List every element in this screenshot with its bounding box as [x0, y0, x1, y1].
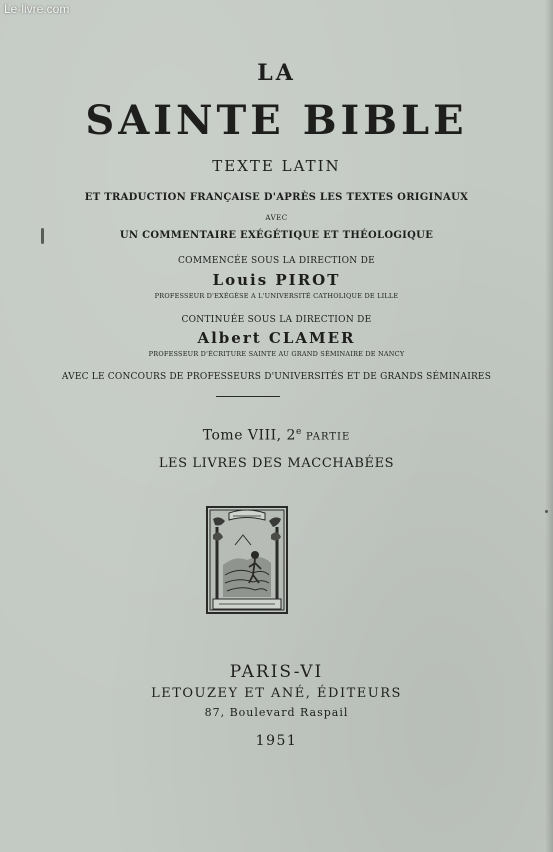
publisher-address: 87, Boulevard Raspail	[204, 706, 349, 719]
volume-sup: e	[295, 427, 302, 437]
title-article: LA	[257, 60, 296, 86]
editor-role-pirot: PROFESSEUR D'EXÉGÈSE A L'UNIVERSITÉ CATHOLIQUE DE LILLE	[154, 292, 399, 300]
ink-dot	[545, 510, 548, 513]
publisher-name: LETOUZEY ET ANÉ, ÉDITEURS	[151, 686, 402, 701]
editor-role-clamer: PROFESSEUR D'ÉCRITURE SAINTE AU GRAND SÉMINAIRE DE NANCY	[148, 350, 405, 358]
divider	[216, 396, 280, 397]
page-title: SAINTE BIBLE	[85, 97, 468, 144]
description-avec: AVEC	[265, 214, 288, 222]
publication-year: 1951	[255, 733, 298, 749]
description-line-1: ET TRADUCTION FRANÇAISE D'APRÈS LES TEXTES ORIGINAUX	[84, 192, 469, 203]
book-title: LES LIVRES DES MACCHABÉES	[158, 456, 395, 471]
direction-intro-1: COMMENCÉE SOUS LA DIRECTION DE	[178, 256, 375, 266]
editor-name-pirot: Louis PIROT	[212, 271, 341, 289]
site-watermark: Le-livre.com	[4, 2, 70, 16]
description-line-2: UN COMMENTAIRE EXÉGÉTIQUE ET THÉOLOGIQUE	[119, 230, 434, 241]
direction-intro-2: CONTINUÉE SOUS LA DIRECTION DE	[181, 315, 372, 325]
contributors-line: AVEC LE CONCOURS DE PROFESSEURS D'UNIVERSITÉS ET DE GRANDS SÉMINAIRES	[61, 372, 492, 382]
publisher-emblem-icon	[205, 505, 289, 615]
editor-name-clamer: Albert CLAMER	[197, 329, 356, 347]
volume-tome: Tome VIII, 2	[202, 427, 296, 444]
publisher-city: PARIS-VI	[229, 662, 324, 682]
volume-partie: PARTIE	[301, 431, 351, 443]
volume-number	[0, 427, 553, 444]
subtitle: TEXTE LATIN	[212, 157, 341, 175]
